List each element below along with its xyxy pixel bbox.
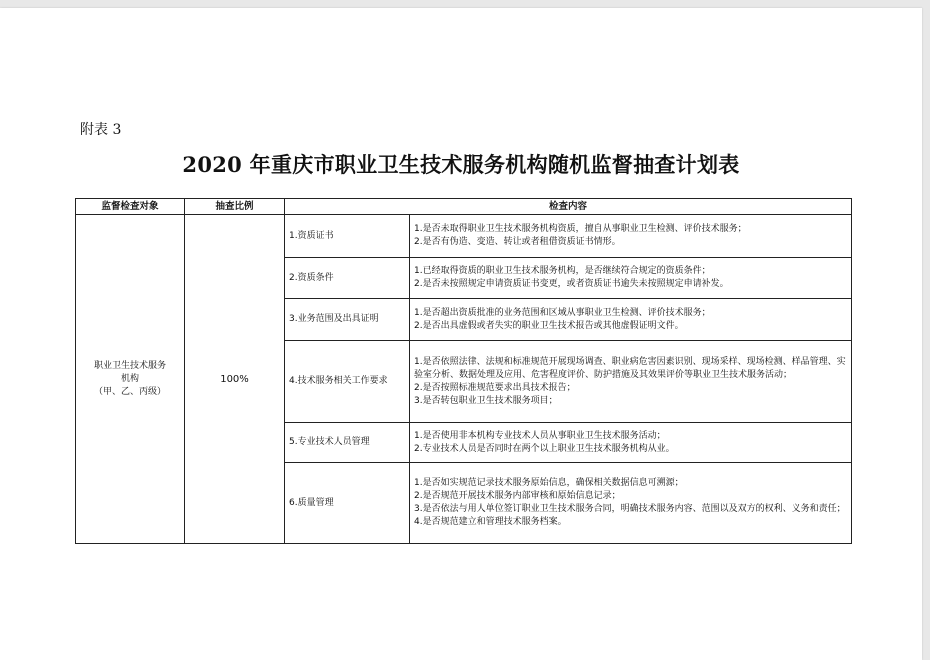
content-line: 2.是否未按照规定申请资质证书变更，或者资质证书逾失未按照规定申请补发。 [414, 279, 729, 289]
content-line: 1.是否使用非本机构专业技术人员从事职业卫生技术服务活动； [414, 430, 666, 441]
document-page [0, 8, 922, 660]
content-line: 1.已经取得资质的职业卫生技术服务机构，是否继续符合规定的资质条件； [414, 266, 711, 276]
item-cell: 2.资质条件 [285, 258, 410, 299]
header-content: 检查内容 [285, 199, 852, 215]
item-cell: 5.专业技术人员管理 [285, 423, 410, 463]
content-line: 3.是否依法与用人单位签订职业卫生技术服务合同，明确技术服务内容、范围以及双方的权利、义务和责任； [414, 504, 846, 514]
content-line: 1.是否未取得职业卫生技术服务机构资质，擅自从事职业卫生检测、评价技术服务； [414, 224, 747, 234]
header-ratio: 抽查比例 [185, 199, 285, 215]
appendix-label: 附表 3 [80, 122, 122, 138]
header-target: 监督检查对象 [76, 199, 185, 215]
content-cell [410, 258, 852, 299]
inspection-plan-table [75, 198, 852, 544]
content-cell [410, 215, 852, 258]
content-line: 2.是否有伪造、变造、转让或者租借资质证书情形。 [414, 237, 621, 247]
item-cell: 3.业务范围及出具证明 [285, 299, 410, 341]
content-line: 2.专业技术人员是否同时在两个以上职业卫生技术服务机构从业。 [414, 443, 675, 454]
content-line: 3.是否转包职业卫生技术服务项目； [414, 395, 558, 406]
content-line: 1.是否依照法律、法规和标准规范开展现场调查、职业病危害因素识别、现场采样、现场检测、样品管理、实验室分析、数据处理及应用、危害程度评价、防护措施及其效果评价等职业卫生技术服务活动； [414, 356, 846, 380]
target-line-1: 职业卫生技术服务 [93, 360, 166, 371]
content-cell [410, 463, 852, 544]
target-line-3: （甲、乙、丙级） [93, 386, 166, 397]
document-title: 2020 年重庆市职业卫生技术服务机构随机监督抽查计划表 [182, 152, 740, 177]
content-cell [410, 299, 852, 341]
content-line: 1.是否超出资质批准的业务范围和区域从事职业卫生检测、评价技术服务； [414, 307, 711, 318]
content-line: 2.是否规范开展技术服务内部审核和原始信息记录； [414, 491, 621, 501]
table-header-row [76, 199, 852, 215]
item-cell: 1.资质证书 [285, 215, 410, 258]
item-cell: 4.技术服务相关工作要求 [285, 341, 410, 423]
ratio-cell: 100% [185, 215, 285, 544]
target-line-2: 机构 [120, 373, 139, 384]
item-cell: 6.质量管理 [285, 463, 410, 544]
content-cell [410, 341, 852, 423]
content-line: 4.是否规范建立和管理技术服务档案。 [414, 517, 567, 527]
content-cell [410, 423, 852, 463]
content-line: 1.是否如实规范记录技术服务原始信息，确保相关数据信息可溯源； [414, 478, 684, 488]
content-line: 2.是否出具虚假或者失实的职业卫生技术报告或其他虚假证明文件。 [414, 320, 684, 331]
table-row [76, 215, 852, 258]
target-cell [76, 215, 185, 544]
content-line: 2.是否按照标准规范要求出具技术报告； [414, 382, 576, 393]
